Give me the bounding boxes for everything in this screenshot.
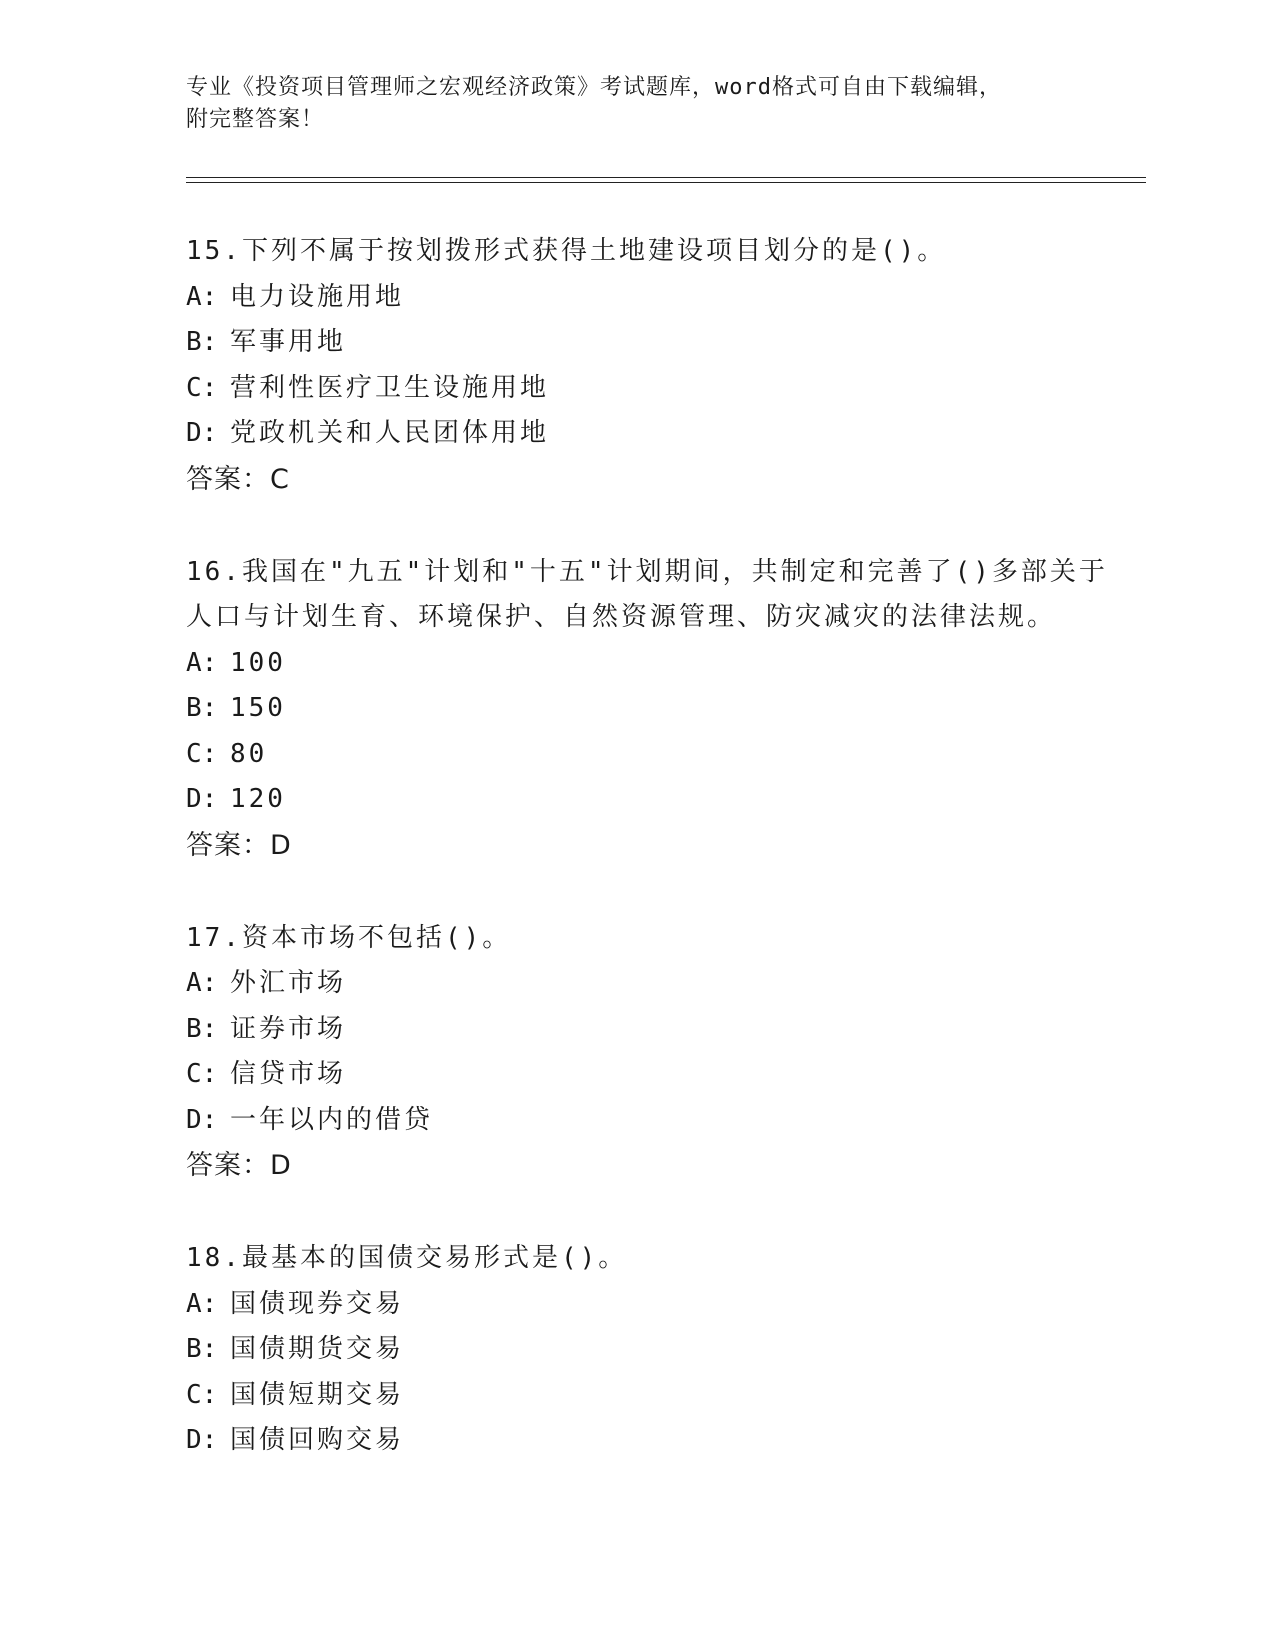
option-text: 120: [230, 784, 286, 814]
option-d: [186, 1098, 1146, 1144]
document-header: [186, 72, 1066, 136]
option-letter: A:: [186, 647, 218, 678]
option-text: 外汇市场: [230, 968, 347, 998]
header-line-1: 专业《投资项目管理师之宏观经济政策》考试题库，word格式可自由下载编辑，: [186, 75, 1002, 100]
option-letter: B:: [186, 1013, 218, 1044]
answer-line: 答案：D: [186, 829, 292, 861]
header-divider: [186, 177, 1146, 183]
question-16: [186, 550, 1146, 869]
option-text: 80: [230, 738, 268, 769]
question-18: [186, 1236, 1146, 1464]
option-a: [186, 275, 1146, 321]
question-stem-line: 16.我国在"九五"计划和"十五"计划期间，共制定和完善了()多部关于: [186, 556, 1108, 587]
option-letter: C:: [186, 1059, 218, 1089]
option-c: [186, 366, 1146, 412]
answer-line: 答案：D: [186, 1150, 292, 1181]
option-text: 150: [230, 693, 286, 723]
option-text: 信贷市场: [230, 1059, 347, 1089]
option-letter: C:: [186, 1379, 218, 1410]
option-letter: B:: [186, 327, 218, 357]
option-b: [186, 320, 1146, 366]
option-text: 国债期货交易: [230, 1334, 405, 1364]
question-stem-line: 人口与计划生育、环境保护、自然资源管理、防灾减灾的法律法规。: [186, 602, 1057, 632]
option-d: [186, 777, 1146, 823]
option-letter: D:: [186, 784, 218, 814]
question-stem-line: 18.最基本的国债交易形式是()。: [186, 1243, 628, 1273]
question-15: [186, 229, 1146, 503]
option-text: 电力设施用地: [230, 281, 405, 312]
option-a: [186, 641, 1146, 687]
option-text: 国债现券交易: [230, 1288, 405, 1319]
option-b: [186, 686, 1146, 732]
option-text: 国债短期交易: [230, 1379, 405, 1410]
question-17: [186, 916, 1146, 1190]
question-list: [186, 229, 1146, 1511]
option-text: 100: [230, 647, 286, 678]
option-text: 军事用地: [230, 327, 347, 357]
option-letter: D:: [186, 1425, 218, 1455]
option-letter: C:: [186, 738, 218, 769]
option-c: [186, 1373, 1146, 1419]
option-text: 一年以内的借贷: [230, 1104, 434, 1135]
option-text: 证券市场: [230, 1013, 347, 1044]
option-letter: D:: [186, 418, 218, 448]
option-letter: B:: [186, 693, 218, 723]
option-text: 党政机关和人民团体用地: [230, 418, 550, 448]
header-line-2: 附完整答案！: [186, 107, 325, 132]
option-letter: B:: [186, 1334, 218, 1364]
option-c: [186, 1052, 1146, 1098]
option-b: [186, 1007, 1146, 1053]
question-stem-line: 15.下列不属于按划拨形式获得土地建设项目划分的是()。: [186, 236, 947, 266]
option-letter: A:: [186, 968, 218, 998]
option-a: [186, 961, 1146, 1007]
option-text: 国债回购交易: [230, 1425, 405, 1455]
option-a: [186, 1282, 1146, 1328]
option-d: [186, 411, 1146, 457]
question-stem-line: 17.资本市场不包括()。: [186, 922, 512, 953]
option-letter: A:: [186, 1288, 218, 1319]
option-b: [186, 1327, 1146, 1373]
option-letter: D:: [186, 1104, 218, 1135]
option-letter: A:: [186, 281, 218, 312]
option-c: [186, 732, 1146, 778]
option-d: [186, 1418, 1146, 1464]
option-letter: C:: [186, 372, 218, 403]
option-text: 营利性医疗卫生设施用地: [230, 372, 550, 403]
answer-line: 答案：C: [186, 463, 290, 495]
